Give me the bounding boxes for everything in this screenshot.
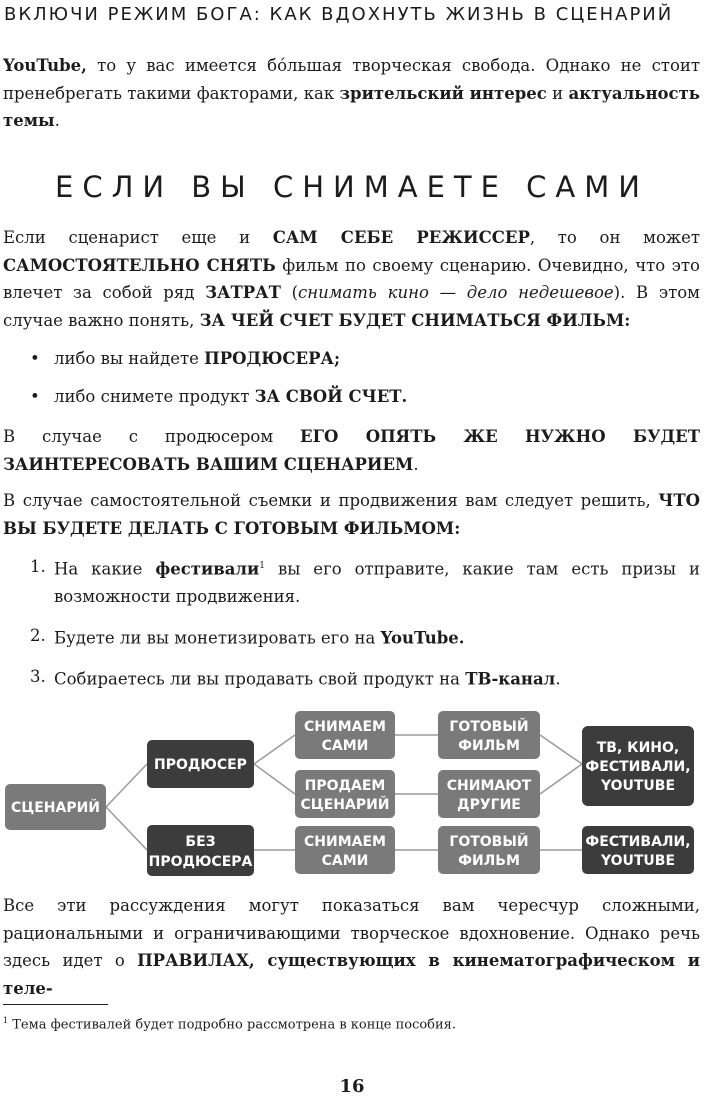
svg-text:СНИМАЕМ: СНИМАЕМ: [304, 834, 386, 850]
running-header: ВКЛЮЧИ РЕЖИМ БОГА: КАК ВДОХНУТЬ ЖИЗНЬ В СЦЕНАРИЙ: [4, 4, 674, 25]
node-producer: [147, 740, 254, 788]
footnote: $^1$ Тема фестивалей будет подробно рассмотрена в конце пособия.: [3, 1016, 457, 1033]
svg-text:БЕЗ: БЕЗ: [185, 834, 216, 850]
svg-text:СЦЕНАРИЙ: СЦЕНАРИЙ: [10, 800, 101, 816]
footnote-divider: [3, 1004, 108, 1005]
node-scenario: [5, 784, 106, 830]
svg-text:ФЕСТИВАЛИ,: ФЕСТИВАЛИ,: [585, 759, 691, 775]
paragraph-self-shoot: В случае самостоятельной съемки и продвижения вам следует решить, ЧТО ВЫ БУДЕТЕ ДЕЛАТЬ С ГОТОВЫМ ФИЛЬМОМ:: [3, 491, 700, 538]
connector-line: [540, 735, 582, 764]
numbered-list: [30, 553, 700, 693]
connector-line: [254, 764, 295, 794]
node-tv-cinema-festivals-youtube: [582, 726, 694, 806]
connector-line: [106, 807, 147, 850]
list-item: 2. Будете ли вы монетизировать его на YouTube.: [30, 625, 465, 647]
svg-text:СНИМАЮТ: СНИМАЮТ: [446, 778, 532, 794]
node-shoot-self-top: [295, 711, 395, 759]
list-item: • либо снимете продукт ЗА СВОЙ СЧЕТ.: [30, 383, 407, 421]
connector-line: [106, 764, 147, 807]
paragraph-rules: Все эти рассуждения могут показаться вам чересчур сложными, рациональными и ограничивающими творческое вдохновение. Однако речь здесь идет о ПРАВИЛАХ, существующих в кинематографическом и теле-: [3, 896, 700, 998]
paragraph-producer: В случае с продюсером ЕГО ОПЯТЬ ЖЕ НУЖНО БУДЕТ ЗАИНТЕРЕСОВАТЬ ВАШИМ СЦЕНАРИЕМ.: [3, 427, 700, 474]
page-number: 16: [339, 1076, 365, 1097]
production-flow-diagram: [0, 700, 704, 886]
svg-text:ПРОДЮСЕР: ПРОДЮСЕР: [154, 757, 247, 773]
node-ready-film-bottom: [438, 826, 540, 874]
node-no-producer: [147, 825, 254, 876]
intro-paragraph: YouTube, то у вас имеется бо́льшая творческая свобода. Однако не стоит пренебрегать такими факторами, как зрительский интерес и актуальность темы.: [3, 56, 700, 130]
list-item: 3. Собираетесь ли вы продавать свой продукт на ТВ-канал.: [30, 666, 561, 688]
svg-text:ДРУГИЕ: ДРУГИЕ: [457, 797, 521, 813]
list-item: 1. На какие фестивали$^1$ вы его отправите, какие там есть призы и возможности продвижения.: [30, 557, 700, 606]
connector-line: [540, 764, 582, 794]
svg-text:ГОТОВЫЙ: ГОТОВЫЙ: [449, 719, 529, 735]
connector-line: [254, 735, 295, 764]
svg-text:САМИ: САМИ: [321, 853, 369, 869]
svg-text:YOUTUBE: YOUTUBE: [600, 853, 676, 869]
node-shoot-self-bottom: [295, 826, 395, 874]
section-title: ЕСЛИ ВЫ СНИМАЕТЕ САМИ: [55, 170, 649, 204]
node-festivals-youtube: [582, 826, 694, 874]
svg-text:ТВ, КИНО,: ТВ, КИНО,: [596, 740, 680, 756]
svg-text:ГОТОВЫЙ: ГОТОВЫЙ: [449, 834, 529, 850]
svg-text:САМИ: САМИ: [321, 738, 369, 754]
list-item: • либо вы найдете ПРОДЮСЕРА;: [30, 345, 407, 383]
svg-text:ПРОДЮСЕРА: ПРОДЮСЕРА: [148, 854, 253, 870]
svg-text:СНИМАЕМ: СНИМАЕМ: [304, 719, 386, 735]
node-ready-film-top: [438, 711, 540, 759]
svg-text:ПРОДАЕМ: ПРОДАЕМ: [304, 778, 386, 794]
funding-bullet-list: [30, 345, 407, 421]
svg-text:YOUTUBE: YOUTUBE: [600, 778, 676, 794]
node-others-shoot: [438, 770, 540, 818]
paragraph-director: Если сценарист еще и САМ СЕБЕ РЕЖИССЕР, то он может САМОСТОЯТЕЛЬНО СНЯТЬ фильм по своему сценарию. Очевидно, что это влечет за собой ряд ЗАТРАТ (снимать кино — дело недешевое). В этом случае важно понять, ЗА ЧЕЙ СЧЕТ БУДЕТ СНИМАТЬСЯ ФИЛЬМ:: [3, 228, 701, 330]
svg-text:ФИЛЬМ: ФИЛЬМ: [458, 853, 520, 869]
svg-text:ФЕСТИВАЛИ,: ФЕСТИВАЛИ,: [585, 834, 691, 850]
svg-text:СЦЕНАРИЙ: СЦЕНАРИЙ: [300, 797, 390, 813]
svg-text:ФИЛЬМ: ФИЛЬМ: [458, 738, 520, 754]
node-sell-script: [295, 770, 395, 818]
